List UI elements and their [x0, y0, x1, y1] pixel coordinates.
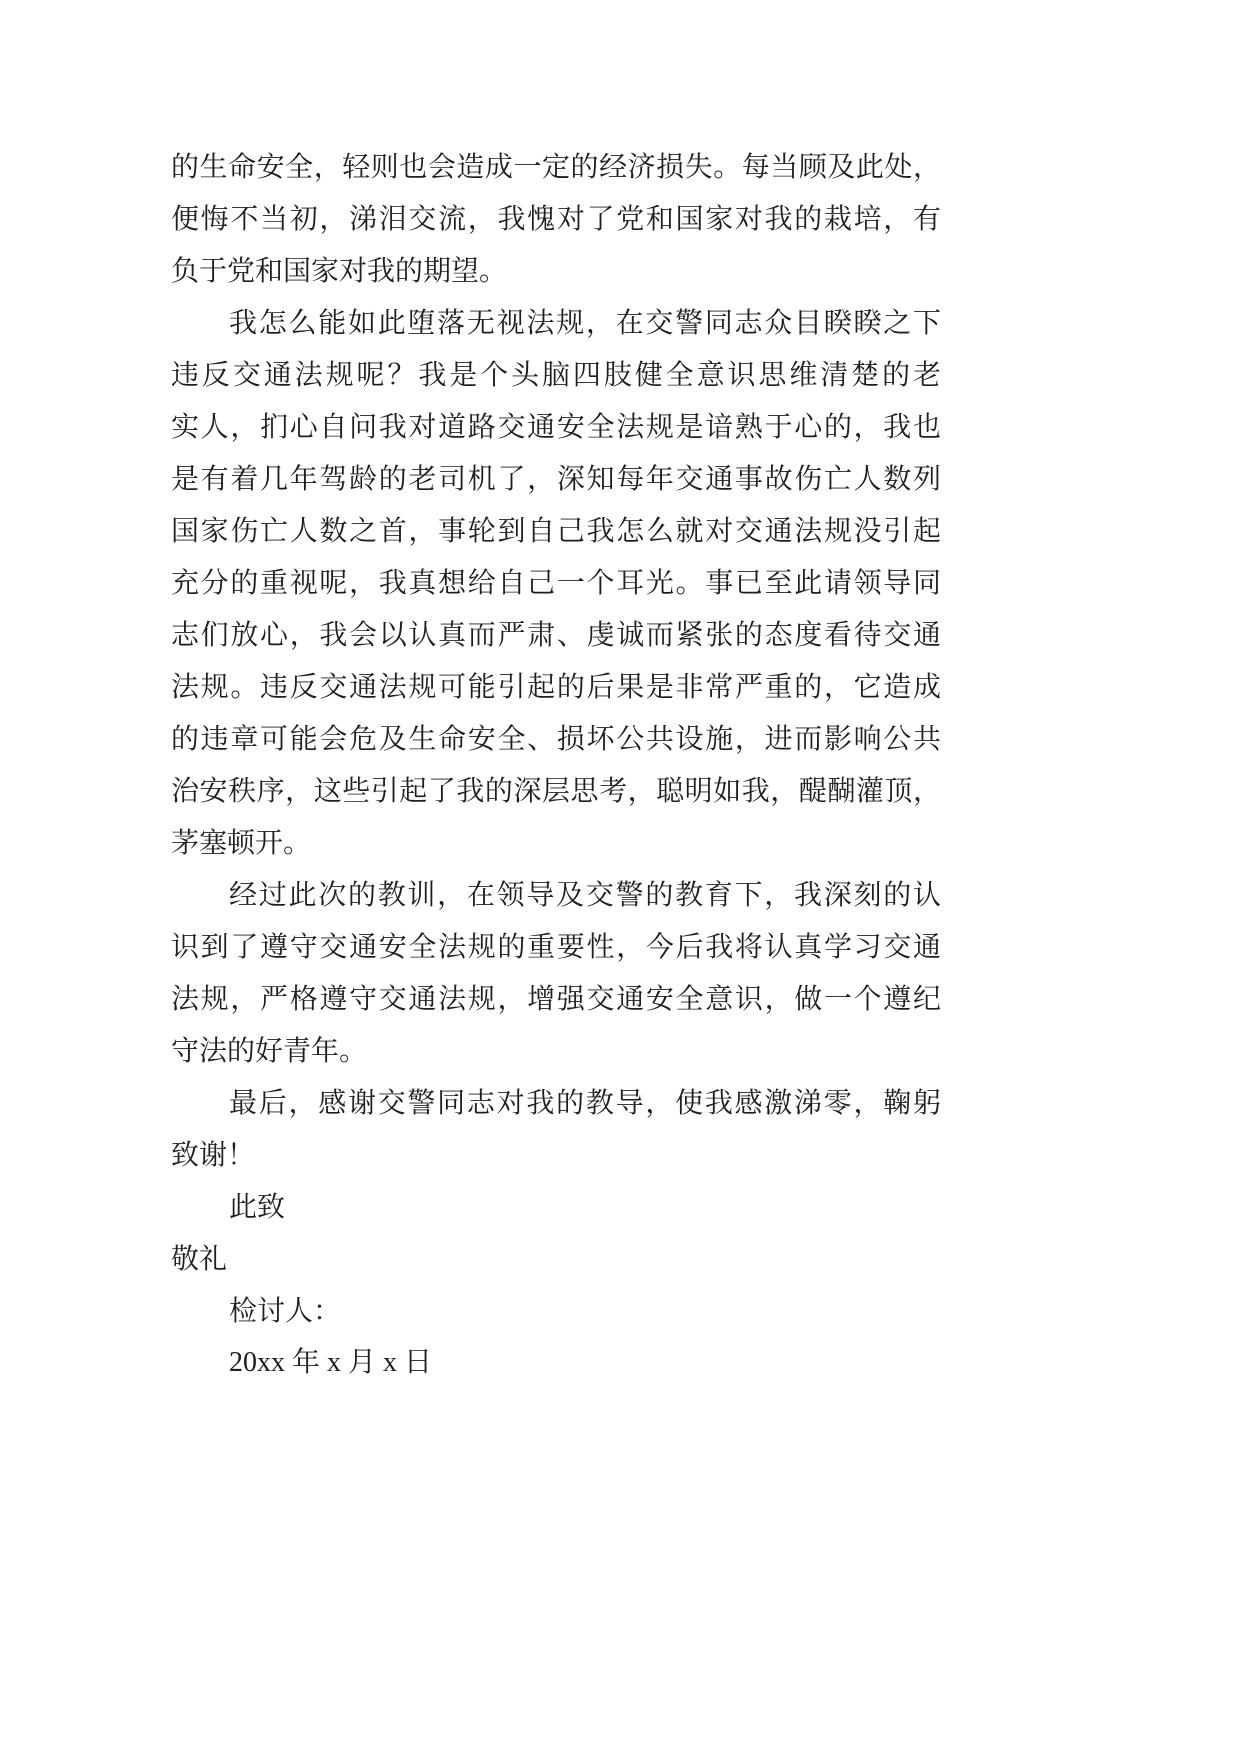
- paragraph-line: 守法的好青年。: [171, 1034, 368, 1067]
- paragraph-line: 的生命安全，轻则也会造成一定的经济损失。每当顾及此处，: [171, 150, 941, 183]
- paragraph-line: 国家伤亡人数之首，事轮到自己我怎么就对交通法规没引起: [171, 514, 941, 547]
- paragraph-line: 负于党和国家对我的期望。: [171, 254, 508, 287]
- signer-label: 检讨人：: [229, 1294, 342, 1327]
- paragraph-line: 充分的重视呢，我真想给自己一个耳光。事已至此请领导同: [171, 566, 941, 599]
- paragraph-line: 茅塞顿开。: [171, 826, 312, 859]
- paragraph-line: 是有着几年驾龄的老司机了，深知每年交通事故伤亡人数列: [171, 462, 941, 495]
- body-paragraph: [171, 141, 941, 297]
- paragraph-line: 志们放心，我会以认真而严肃、虔诚而紧张的态度看待交通: [171, 618, 941, 651]
- body-paragraph: [171, 1077, 941, 1181]
- closing-respect: 敬礼: [171, 1242, 228, 1275]
- paragraph-line: 法规，严格遵守交通法规，增强交通安全意识，做一个遵纪: [171, 982, 941, 1015]
- paragraph-line: 经过此次的教训，在领导及交警的教育下，我深刻的认: [229, 878, 941, 911]
- paragraph-line: 法规。违反交通法规可能引起的后果是非常严重的，它造成: [171, 670, 941, 703]
- body-paragraph: [171, 297, 941, 869]
- paragraph-line: 识到了遵守交通安全法规的重要性，今后我将认真学习交通: [171, 930, 941, 963]
- paragraph-line: 实人，扪心自问我对道路交通安全法规是谙熟于心的，我也: [171, 410, 941, 443]
- body-paragraph: [171, 869, 941, 1077]
- paragraph-line: 的违章可能会危及生命安全、损坏公共设施，进而影响公共: [171, 722, 941, 755]
- letter-closing: [171, 1181, 941, 1389]
- document-body: [171, 141, 941, 1389]
- paragraph-line: 违反交通法规呢？我是个头脑四肢健全意识思维清楚的老: [171, 358, 941, 391]
- signature-date: 20xx 年 x 月 x 日: [229, 1347, 433, 1378]
- paragraph-line: 最后，感谢交警同志对我的教导，使我感激涕零，鞠躬: [229, 1086, 941, 1119]
- paragraph-line: 便悔不当初，涕泪交流，我愧对了党和国家对我的栽培，有: [171, 202, 941, 235]
- paragraph-line: 我怎么能如此堕落无视法规，在交警同志众目睽睽之下: [229, 306, 941, 339]
- paragraph-line: 治安秩序，这些引起了我的深层思考，聪明如我，醍醐灌顶，: [171, 774, 941, 807]
- paragraph-line: 致谢！: [171, 1138, 256, 1171]
- closing-salutation: 此致: [229, 1190, 286, 1223]
